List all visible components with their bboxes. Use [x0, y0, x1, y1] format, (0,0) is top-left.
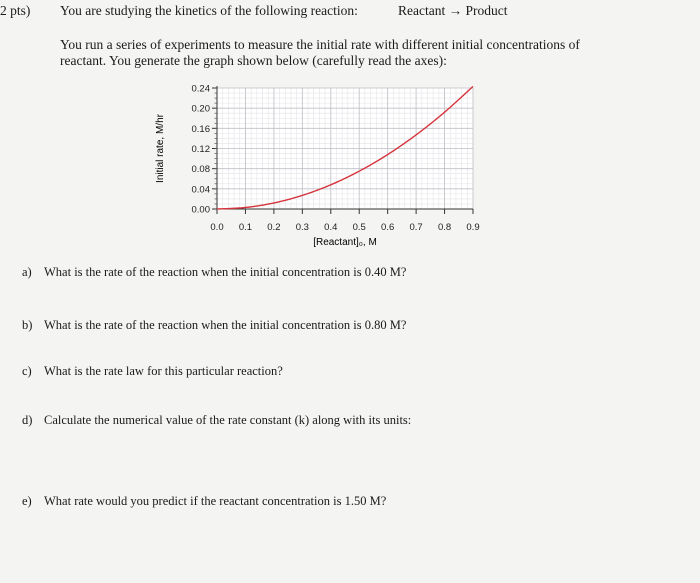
- x-axis-label: [Reactant]₀, M: [313, 237, 377, 248]
- question-d-label: d): [22, 413, 33, 427]
- x-tick-label: 0.7: [409, 222, 423, 233]
- x-tick-label: 0.3: [295, 222, 309, 233]
- question-b: [22, 318, 406, 333]
- chart-grid: [217, 88, 473, 209]
- question-c-text: What is the rate law for this particular reaction?: [44, 364, 283, 378]
- y-tick-label: 0.24: [191, 83, 210, 95]
- question-a: [22, 265, 406, 280]
- x-tick-label: 0.2: [267, 222, 281, 233]
- question-a-text: What is the rate of the reaction when the initial concentration is 0.40 M?: [44, 265, 407, 279]
- question-e-text: What rate would you predict if the reactant concentration is 1.50 M?: [44, 494, 387, 508]
- description-line-2: reactant. You generate the graph shown below (carefully read the axes):: [60, 53, 447, 68]
- y-tick-label: 0.20: [191, 103, 210, 115]
- question-e-label: e): [22, 494, 32, 508]
- question-d-text: Calculate the numerical value of the rate constant (k) along with its units:: [44, 413, 412, 427]
- x-tick-label: 0.4: [324, 222, 338, 233]
- x-tick-labels: [210, 222, 479, 233]
- x-tick-label: 0.1: [238, 222, 253, 233]
- question-d: [22, 413, 411, 428]
- question-c-label: c): [22, 364, 32, 378]
- problem-intro: You are studying the kinetics of the following reaction:: [60, 3, 358, 18]
- reaction-equation: Reactant → Product: [398, 3, 508, 18]
- rate-chart: [140, 80, 500, 260]
- question-b-label: b): [22, 318, 33, 332]
- points-label: 2 pts): [0, 3, 31, 18]
- question-a-label: a): [22, 265, 32, 279]
- x-tick-label: 0.5: [352, 222, 366, 233]
- question-e: [22, 494, 386, 509]
- x-tick-label: 0.0: [210, 222, 224, 233]
- y-tick-label: 0.04: [191, 184, 210, 196]
- x-tick-label: 0.6: [381, 222, 395, 233]
- y-tick-label: 0.12: [191, 144, 210, 155]
- question-c: [22, 364, 283, 379]
- y-tick-label: 0.16: [191, 123, 210, 135]
- y-axis-label: Initial rate, M/hr: [155, 114, 166, 183]
- description-line-1: You run a series of experiments to measure the initial rate with different initial concentrations of: [60, 37, 580, 52]
- y-tick-label: 0.00: [191, 204, 210, 216]
- question-b-text: What is the rate of the reaction when the initial concentration is 0.80 M?: [44, 318, 407, 332]
- y-tick-label: 0.08: [191, 164, 210, 176]
- x-tick-label: 0.8: [437, 222, 452, 233]
- y-tick-labels: [192, 84, 211, 216]
- x-tick-label: 0.9: [466, 222, 480, 233]
